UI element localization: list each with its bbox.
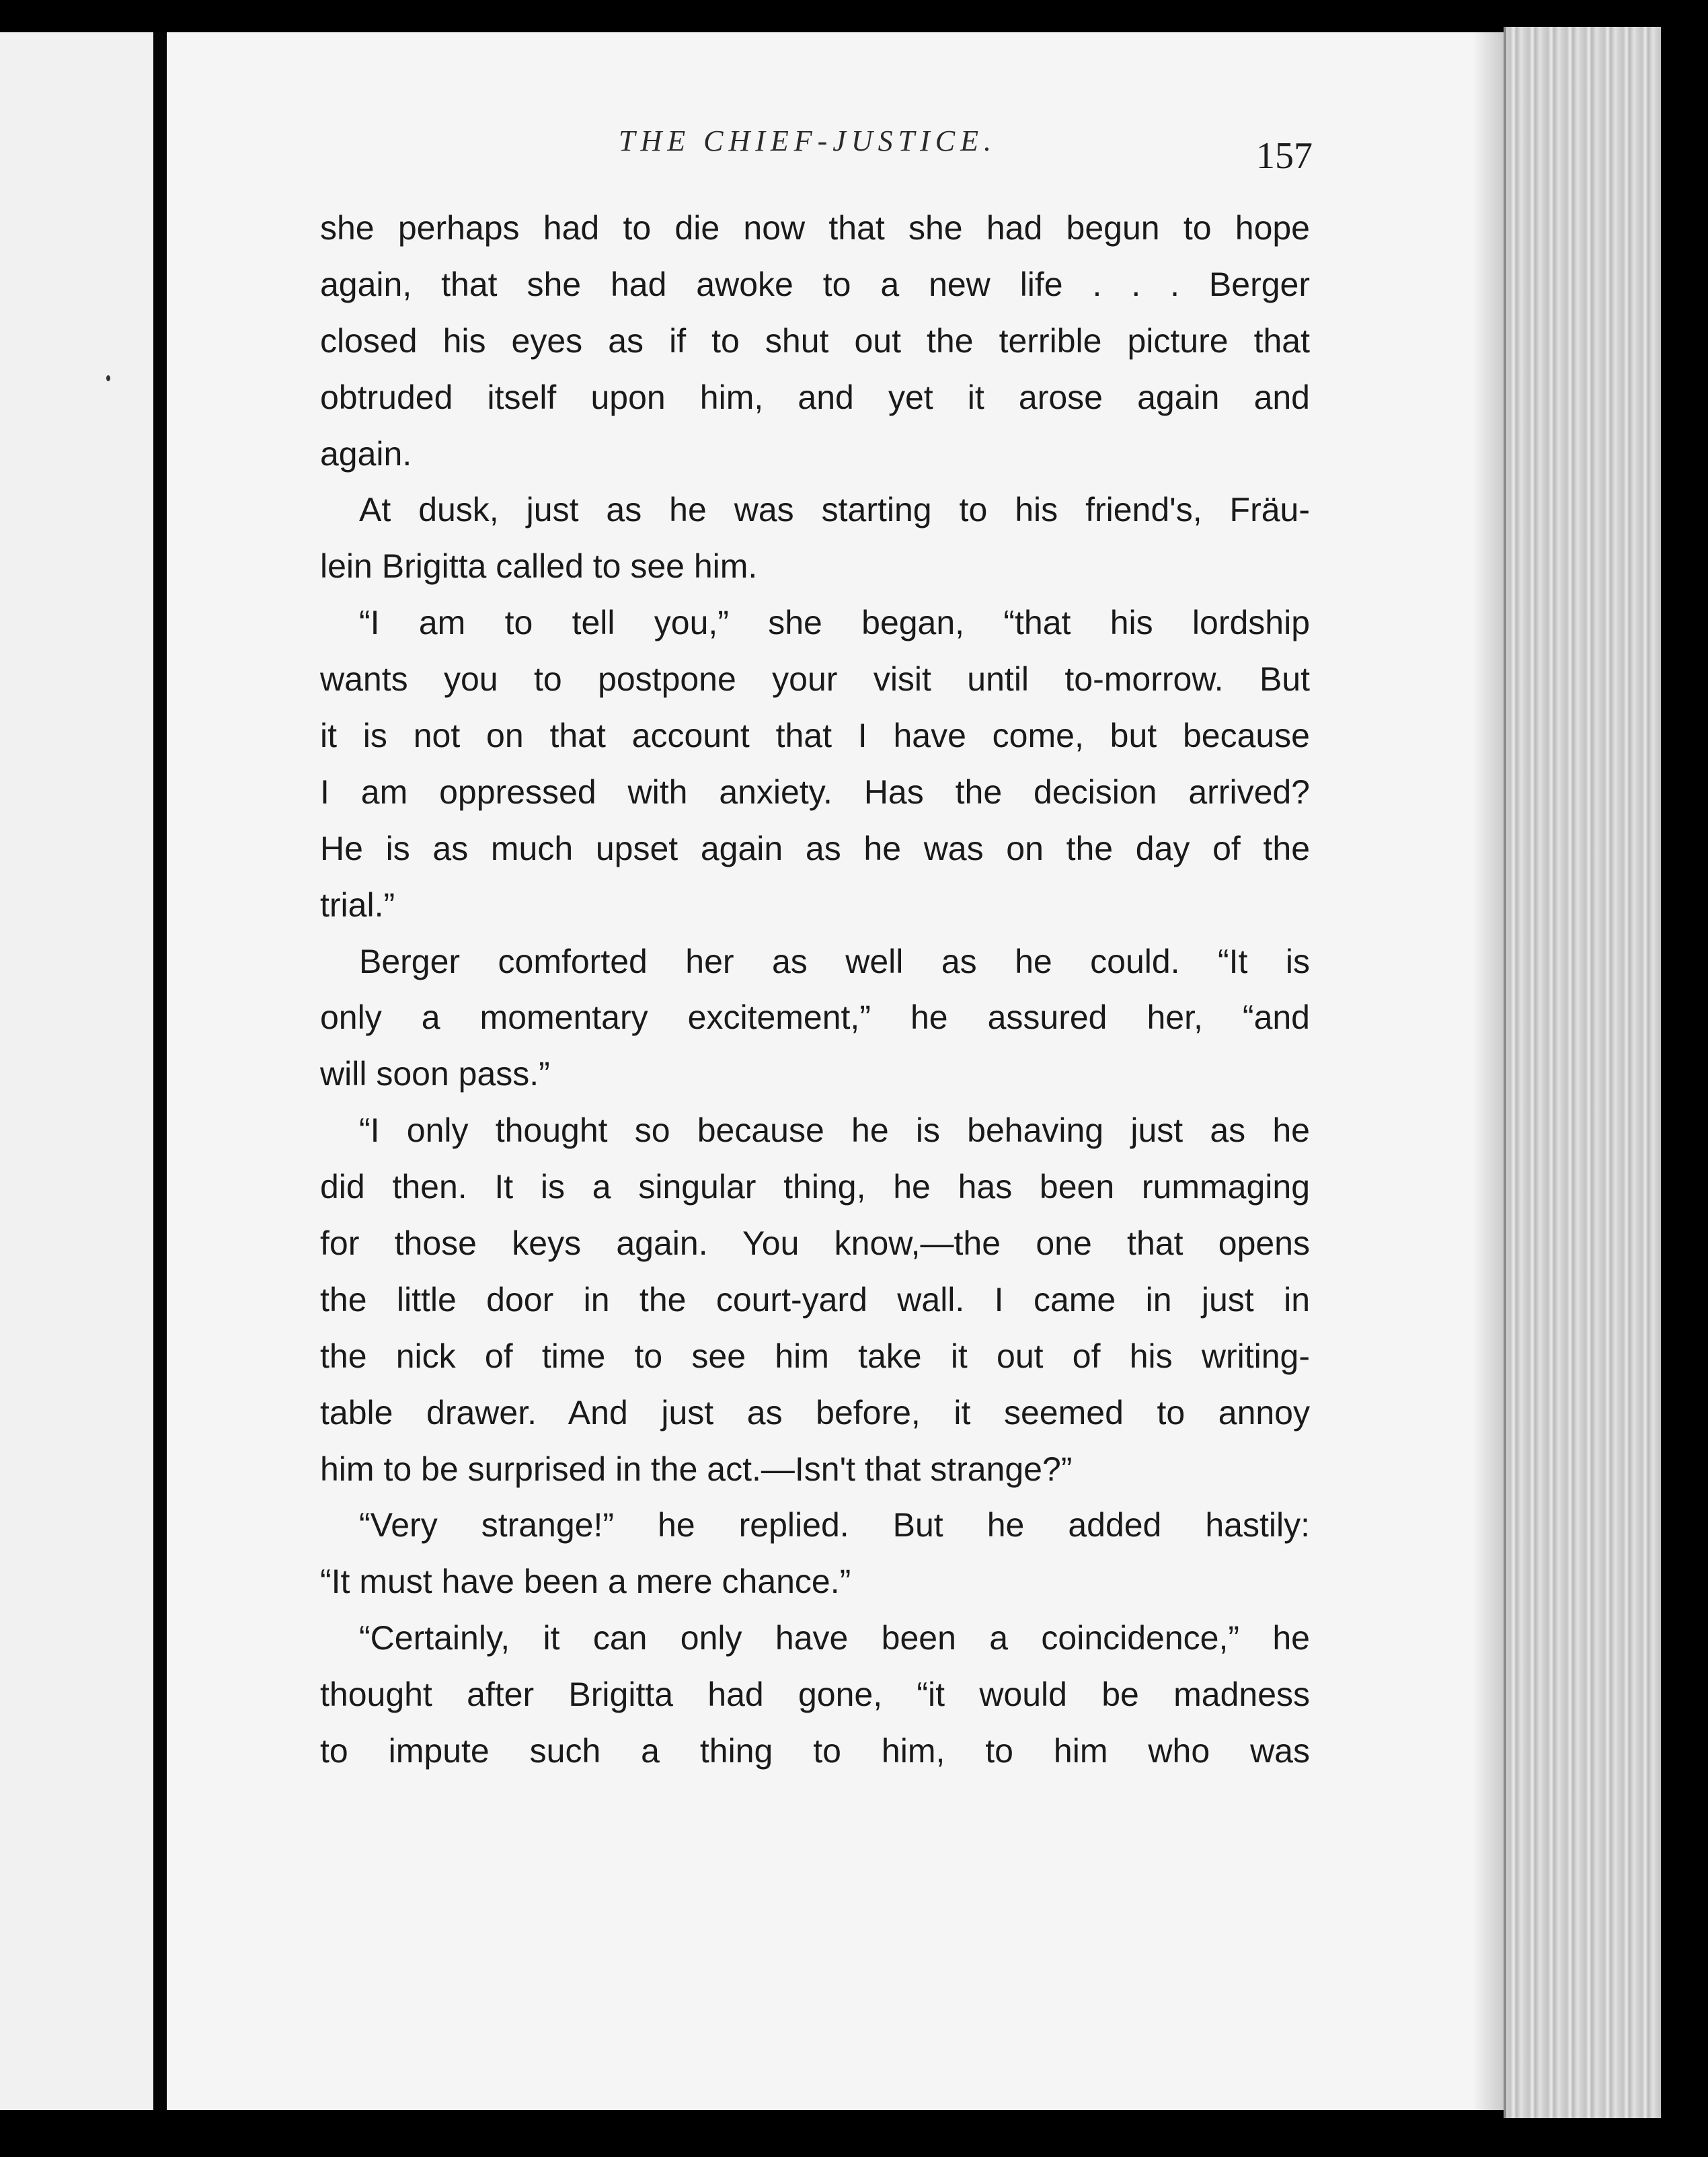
text-line: she perhaps had to die now that she had begun to hope bbox=[320, 209, 1310, 247]
text-line: it is not on that account that I have come, but because bbox=[320, 717, 1310, 755]
text-line: him to be surprised in the act.—Isn't that strange?” bbox=[320, 1450, 1073, 1488]
text-line: “It must have been a mere chance.” bbox=[320, 1563, 851, 1601]
text-line: wants you to postpone your visit until to-morrow. But bbox=[320, 660, 1310, 699]
ink-speck bbox=[106, 375, 110, 381]
book-gutter bbox=[153, 32, 167, 2110]
stacked-page-edges bbox=[1504, 27, 1661, 2118]
text-line: the little door in the court-yard wall. I came in just in bbox=[320, 1280, 1310, 1319]
text-line: will soon pass.” bbox=[320, 1055, 550, 1093]
text-line: thought after Brigitta had gone, “it would be madness bbox=[320, 1676, 1310, 1714]
text-line: “Very strange!” he replied. But he added hastily: bbox=[359, 1506, 1310, 1544]
text-line: trial.” bbox=[320, 886, 395, 924]
text-line: for those keys again. You know,—the one that opens bbox=[320, 1224, 1310, 1263]
text-line: the nick of time to see him take it out of his writing- bbox=[320, 1337, 1310, 1375]
text-line: Berger comforted her as well as he could. “It is bbox=[359, 942, 1310, 980]
page-number: 157 bbox=[1256, 135, 1313, 177]
body-text bbox=[320, 200, 1310, 1780]
text-line: again. bbox=[320, 434, 412, 473]
page-edge-shadow bbox=[1473, 32, 1505, 2110]
text-line: obtruded itself upon him, and yet it arose again and bbox=[320, 378, 1310, 416]
left-page-margin bbox=[0, 32, 153, 2110]
text-line: lein Brigitta called to see him. bbox=[320, 547, 758, 586]
text-line: He is as much upset again as he was on the day of the bbox=[320, 829, 1310, 867]
text-line: I am oppressed with anxiety. Has the decision arrived? bbox=[320, 773, 1310, 811]
text-line: “I only thought so because he is behaving just as he bbox=[359, 1111, 1310, 1150]
text-line: “I am to tell you,” she began, “that his lordship bbox=[359, 604, 1310, 642]
text-line: did then. It is a singular thing, he has been rummaging bbox=[320, 1168, 1310, 1206]
text-line: again, that she had awoke to a new life . . . Berger bbox=[320, 265, 1310, 303]
text-line: to impute such a thing to him, to him who was bbox=[320, 1732, 1310, 1770]
running-head: THE CHIEF-JUSTICE. bbox=[619, 124, 997, 157]
text-line: “Certainly, it can only have been a coincidence,” he bbox=[359, 1619, 1310, 1657]
text-line: only a momentary excitement,” he assured her, “and bbox=[320, 998, 1310, 1037]
text-line: closed his eyes as if to shut out the terrible picture that bbox=[320, 321, 1310, 360]
text-line: At dusk, just as he was starting to his friend's, Fräu- bbox=[359, 491, 1310, 529]
text-line: table drawer. And just as before, it seemed to annoy bbox=[320, 1393, 1310, 1432]
